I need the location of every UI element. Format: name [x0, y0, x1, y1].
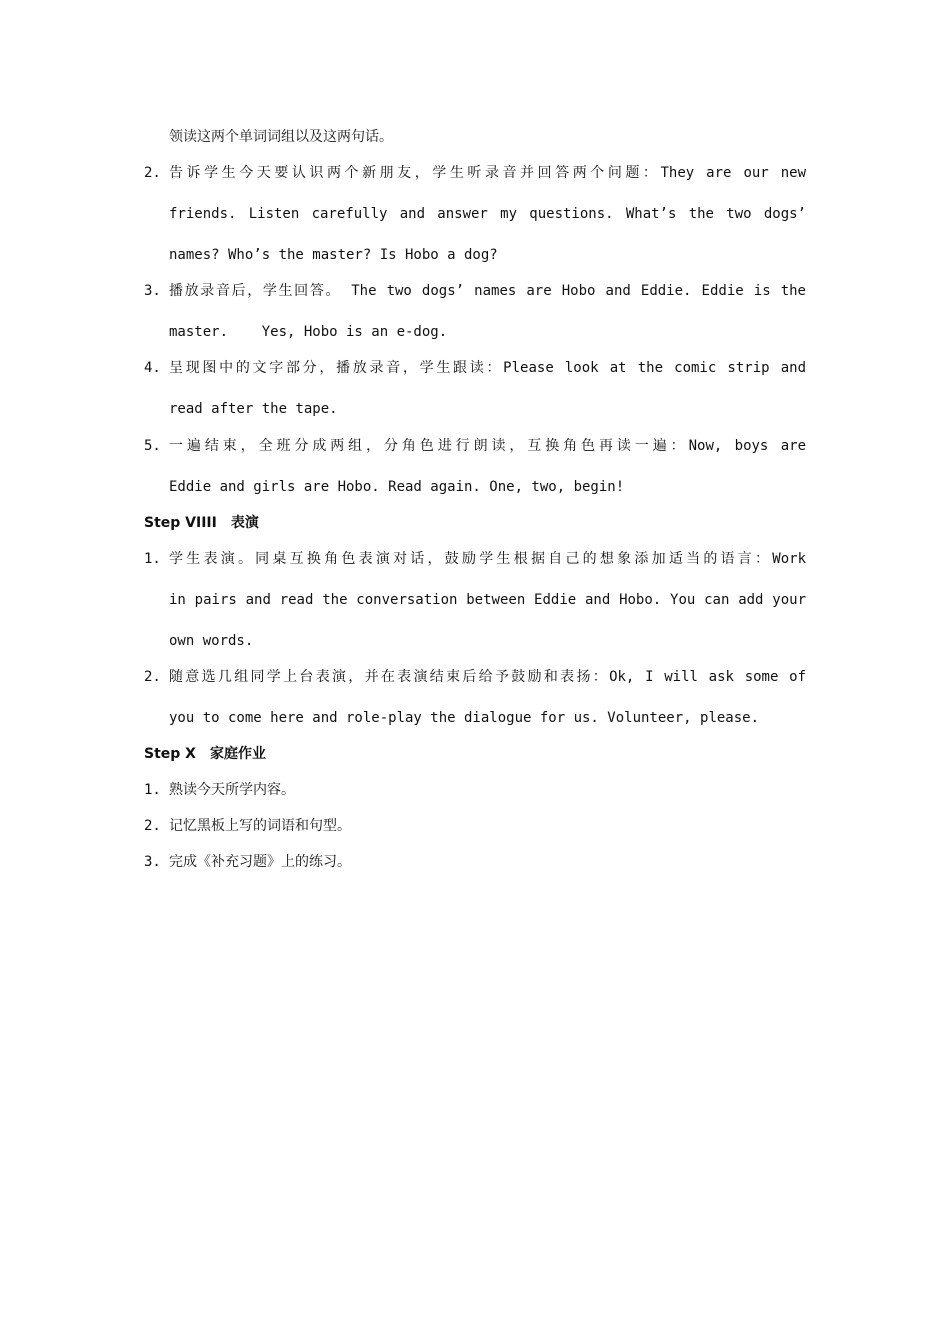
item-text: 记忆黑板上写的词语和句型。: [169, 818, 351, 834]
item-number: 1.: [144, 551, 161, 567]
intro-continuation: 领读这两个单词词组以及这两句话。: [169, 129, 393, 145]
step-title: 表演: [230, 515, 259, 531]
item-line: read after the tape.: [169, 401, 338, 417]
item-line: you to come here and role-play the dialogue for us. Volunteer, please.: [169, 710, 760, 726]
item-line: in pairs and read the conversation between Eddie and Hobo. You can add your: [169, 592, 806, 608]
item-text: 熟读今天所学内容。: [169, 782, 295, 798]
item-text: 完成《补充习题》上的练习。: [169, 854, 351, 870]
item-line: friends. Listen carefully and answer my questions. What’s the two dogs’: [169, 206, 806, 222]
item-number: 3.: [144, 854, 161, 870]
section-heading-step-x: [144, 744, 266, 764]
section-heading-step-viiii: [144, 513, 259, 533]
step-title: 家庭作业: [209, 746, 266, 762]
item-line: names? Who’s the master? Is Hobo a dog?: [169, 247, 498, 263]
item-number: 2.: [144, 669, 161, 685]
item-number: 5.: [144, 438, 161, 454]
item-line: 一遍结束，全班分成两组，分角色进行朗读，互换角色再读一遍：Now, boys are: [169, 438, 806, 454]
step-label: Step X: [144, 746, 196, 762]
item-line: 播放录音后，学生回答。 The two dogs’ names are Hobo and Eddie. Eddie is the: [169, 283, 806, 299]
item-line: 呈现图中的文字部分，播放录音，学生跟读：Please look at the comic strip and: [169, 360, 806, 376]
item-number: 2.: [144, 818, 161, 834]
item-number: 2.: [144, 165, 161, 181]
item-line: 随意选几组同学上台表演，并在表演结束后给予鼓励和表扬：Ok, I will ask some of: [169, 669, 806, 685]
step-label: Step VIIII: [144, 515, 217, 531]
item-number: 1.: [144, 782, 161, 798]
item-line: Eddie and girls are Hobo. Read again. One, two, begin!: [169, 479, 625, 495]
item-line: 告诉学生今天要认识两个新朋友，学生听录音并回答两个问题：They are our new: [169, 165, 806, 181]
item-number: 4.: [144, 360, 161, 376]
item-number: 3.: [144, 283, 161, 299]
item-line: own words.: [169, 633, 254, 649]
item-line: master. Yes, Hobo is an e-dog.: [169, 324, 448, 340]
item-line: 学生表演。同桌互换角色表演对话，鼓励学生根据自己的想象添加适当的语言：Work: [169, 551, 806, 567]
